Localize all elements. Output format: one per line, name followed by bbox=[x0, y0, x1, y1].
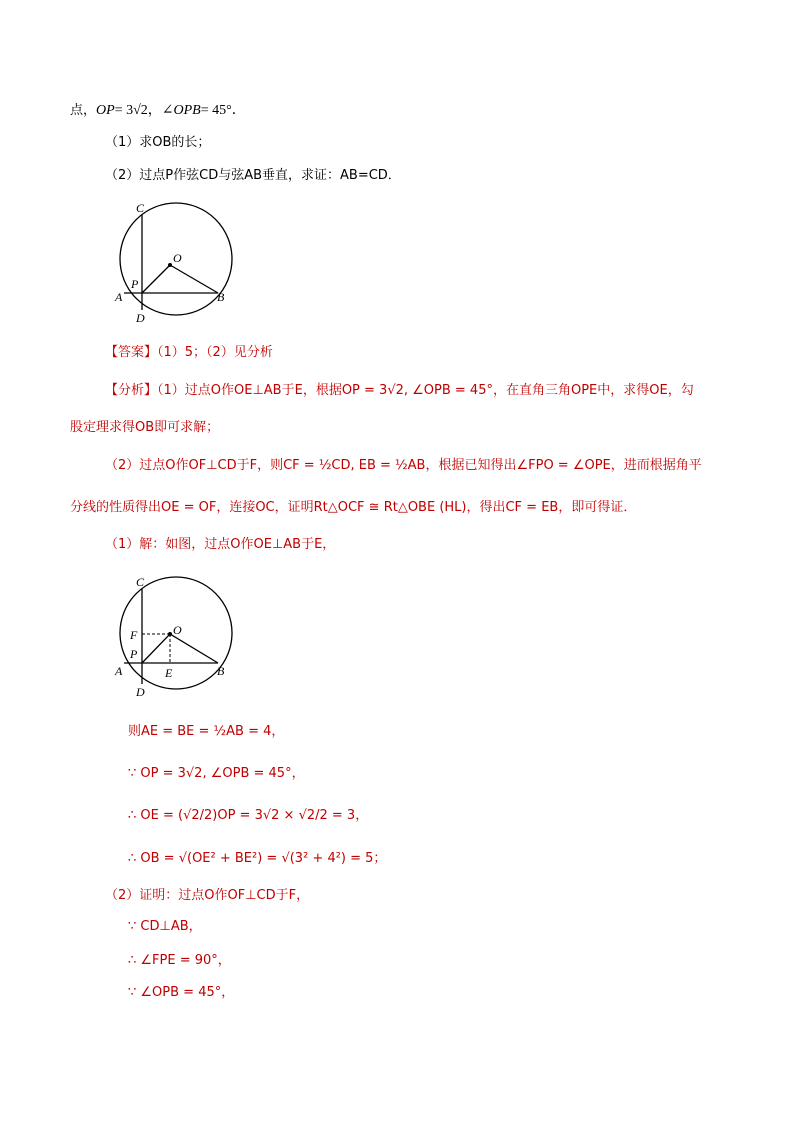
solution-line-4: ∴ OE = (√2/2)OP = 3√2 × √2/2 = 3， bbox=[128, 808, 369, 823]
analysis-line-1: 【分析】（1）过点O作OE⊥AB于E，根据OP = 3√2, ∠OPB = 45°，在直角三角OPE中，求得OE，勾 bbox=[105, 383, 694, 398]
solution-line-1: （1）解：如图，过点O作OE⊥AB于E， bbox=[105, 537, 336, 552]
label-b: B bbox=[217, 664, 225, 678]
intro-line: 点，OP= 3√2，∠OPB= 45°． bbox=[70, 103, 246, 118]
label-c: C bbox=[136, 575, 145, 589]
solution-line-6: （2）证明：过点O作OF⊥CD于F， bbox=[105, 888, 310, 903]
center-point bbox=[168, 263, 172, 267]
segment-op bbox=[142, 265, 170, 293]
answer-line bbox=[105, 343, 273, 363]
segment-op bbox=[142, 634, 170, 663]
label-p: P bbox=[130, 647, 138, 661]
analysis-tag: 【分析】 bbox=[105, 383, 158, 398]
answer-text: （1）5；（2）见分析 bbox=[157, 345, 273, 360]
label-c: C bbox=[136, 201, 145, 215]
solution-line-9: ∵ ∠OPB = 45°， bbox=[128, 985, 235, 1000]
label-d: D bbox=[136, 311, 145, 325]
segment-ob bbox=[170, 634, 218, 663]
segment-ob bbox=[170, 265, 218, 293]
analysis-line-4: 分线的性质得出OE = OF，连接OC，证明Rt△OCF ≅ Rt△OBE (HL)，得出CF = EB，即可得证． bbox=[70, 500, 637, 515]
label-o: O bbox=[173, 251, 182, 265]
solution-line-7: ∵ CD⊥AB， bbox=[128, 919, 202, 934]
label-a: A bbox=[115, 664, 123, 678]
label-d: D bbox=[136, 685, 145, 699]
label-e: E bbox=[165, 666, 173, 680]
circle-figure-1 bbox=[110, 198, 240, 326]
analysis-line-3: （2）过点O作OF⊥CD于F，则CF = ½CD, EB = ½AB，根据已知得出∠FPO = ∠OPE，进而根据角平 bbox=[105, 458, 702, 473]
answer-tag: 【答案】 bbox=[105, 345, 158, 360]
label-o: O bbox=[173, 623, 182, 637]
label-f: F bbox=[130, 628, 138, 642]
center-point bbox=[168, 632, 172, 636]
question-1: （1）求OB的长； bbox=[105, 135, 211, 150]
circle-figure-2 bbox=[110, 572, 240, 700]
label-p: P bbox=[131, 277, 139, 291]
question-2: （2）过点P作弦CD与弦AB垂直，求证：AB=CD． bbox=[105, 168, 401, 183]
label-a: A bbox=[115, 290, 123, 304]
solution-line-5: ∴ OB = √(OE² + BE²) = √(3² + 4²) = 5； bbox=[128, 851, 387, 866]
solution-line-8: ∴ ∠FPE = 90°， bbox=[128, 953, 231, 968]
analysis-line-2: 股定理求得OB即可求解； bbox=[70, 420, 220, 435]
solution-line-2: 则AE = BE = ½AB = 4， bbox=[128, 724, 285, 739]
label-b: B bbox=[217, 290, 225, 304]
solution-line-3: ∵ OP = 3√2, ∠OPB = 45°， bbox=[128, 766, 305, 781]
